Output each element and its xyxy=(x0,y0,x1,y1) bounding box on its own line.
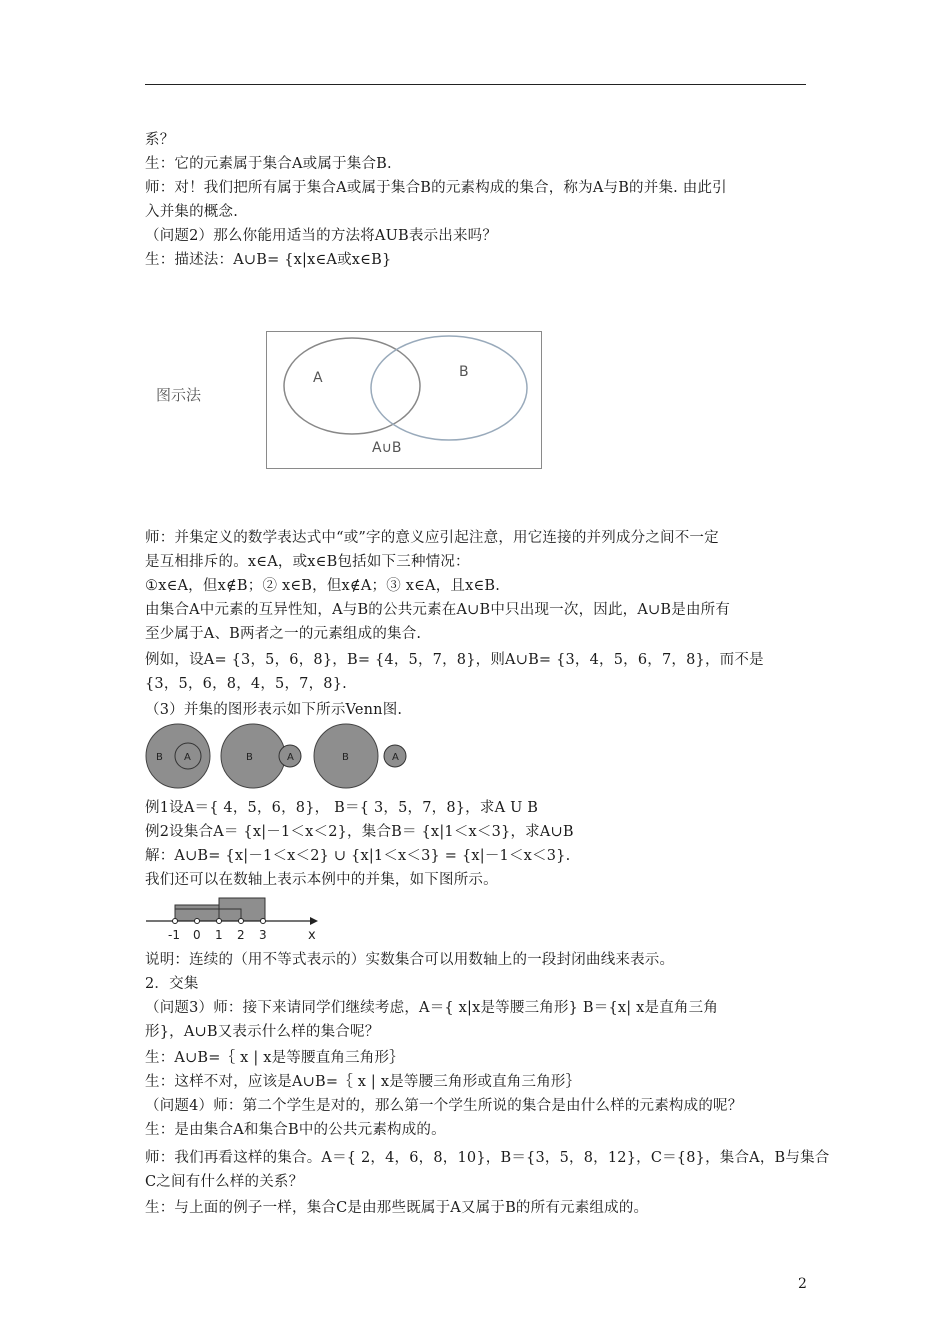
venn-union-label: A∪B xyxy=(372,440,402,456)
set-b-ellipse xyxy=(371,336,527,440)
text-line: 说明：连续的（用不等式表示的）实数集合可以用数轴上的一段封闭曲线来表示。 xyxy=(145,952,675,968)
venn-diagram xyxy=(267,332,541,468)
text-line: 师：并集定义的数学表达式中“或”字的意义应引起注意，用它连接的并列成分之间不一定 xyxy=(145,530,719,546)
tick-point xyxy=(195,919,200,924)
tick-label: 3 xyxy=(259,928,267,942)
venn-label: B xyxy=(156,752,163,763)
text-line: 2．交集 xyxy=(145,976,199,992)
text-line: {3，5，6，8，4，5，7，8}. xyxy=(145,676,347,692)
tick-point xyxy=(261,919,266,924)
venn-label: A xyxy=(392,752,399,763)
set-b-label: B xyxy=(459,364,469,380)
text-line: 例2设集合A＝ {x|－1＜x＜2}，集合B＝ {x|1＜x＜3}，求A∪B xyxy=(145,824,574,840)
text-line: 师：我们再看这样的集合。A＝{ 2，4，6，8，10}，B＝{3，5，8，12}，C＝{8}，集合A，B与集合 xyxy=(145,1150,830,1166)
text-line: （问题4）师：第二个学生是对的，那么第一个学生所说的集合是由什么样的元素构成的呢？ xyxy=(145,1098,743,1114)
venn-label: A xyxy=(287,752,294,763)
text-line: （问题3）师：接下来请同学们继续考虑，A＝{ x|x是等腰三角形} B＝{x| x是直角三角 xyxy=(145,1000,719,1016)
text-line: 由集合A中元素的互异性知，A与B的公共元素在A∪B中只出现一次，因此，A∪B是由所有 xyxy=(145,602,731,618)
page-number: 2 xyxy=(798,1276,807,1292)
text-line: 生：这样不对，应该是A∪B=｛ x | x是等腰三角形或直角三角形｝ xyxy=(145,1074,581,1090)
text-line: 生：与上面的例子一样，集合C是由那些既属于A又属于B的所有元素组成的。 xyxy=(145,1200,649,1216)
text-line: C之间有什么样的关系？ xyxy=(145,1174,304,1190)
text-line: 生：它的元素属于集合A或属于集合B. xyxy=(145,156,392,172)
venn-caption: 图示法 xyxy=(156,386,202,404)
text-line: 师：对！我们把所有属于集合A或属于集合B的元素构成的集合，称为A与B的并集. 由此引 xyxy=(145,180,727,196)
text-line: 形}，A∪B又表示什么样的集合呢？ xyxy=(145,1024,380,1040)
header-rule xyxy=(145,84,806,85)
tick-point xyxy=(239,919,244,924)
tick-label: 1 xyxy=(215,928,223,942)
text-line: （问题2）那么你能用适当的方法将AUB表示出来吗？ xyxy=(145,228,498,244)
text-line: 系？ xyxy=(145,132,175,148)
text-line: ①x∈A，但x∉B；② x∈B，但x∉A；③ x∈A，且x∈B. xyxy=(145,578,501,594)
text-line: 例1设A＝{ 4，5，6，8}， B＝{ 3，5，7，8}，求A U B xyxy=(145,800,539,816)
tick-label: 0 xyxy=(193,928,201,942)
text-line: 至少属于A、B两者之一的元素组成的集合. xyxy=(145,626,422,642)
set-a-label: A xyxy=(313,370,323,386)
tick-point xyxy=(217,919,222,924)
text-line: 解：A∪B= {x|－1＜x＜2} ∪ {x|1＜x＜3} = {x|－1＜x＜3}. xyxy=(145,848,571,864)
tick-label: -1 xyxy=(168,928,180,942)
text-line: 生：A∪B=｛ x | x是等腰直角三角形｝ xyxy=(145,1050,404,1066)
text-line: 生：是由集合A和集合B中的公共元素构成的。 xyxy=(145,1122,446,1138)
set-a-ellipse xyxy=(284,338,420,434)
text-line: 生：描述法：A∪B= {x|x∈A或x∈B} xyxy=(145,252,392,268)
tick-label: 2 xyxy=(237,928,245,942)
axis-label: x xyxy=(308,928,316,943)
venn-relations xyxy=(140,720,420,792)
text-line: 是互相排斥的。x∈A，或x∈B包括如下三种情况： xyxy=(145,554,470,570)
number-line xyxy=(140,893,330,943)
venn-label: A xyxy=(184,752,191,763)
venn-b-circle xyxy=(221,724,285,788)
text-line: 我们还可以在数轴上表示本例中的并集，如下图所示。 xyxy=(145,872,498,888)
axis-arrow xyxy=(310,917,318,925)
tick-point xyxy=(173,919,178,924)
text-line: 例如，设A= {3，5，6，8}，B= {4，5，7，8}，则A∪B= {3，4，5，6，7，8}，而不是 xyxy=(145,652,764,668)
venn-label: B xyxy=(342,752,349,763)
venn-diagram-frame xyxy=(266,331,542,469)
venn-label: B xyxy=(246,752,253,763)
text-line: （3）并集的图形表示如下所示Venn图. xyxy=(145,702,403,718)
text-line: 入并集的概念. xyxy=(145,204,239,220)
